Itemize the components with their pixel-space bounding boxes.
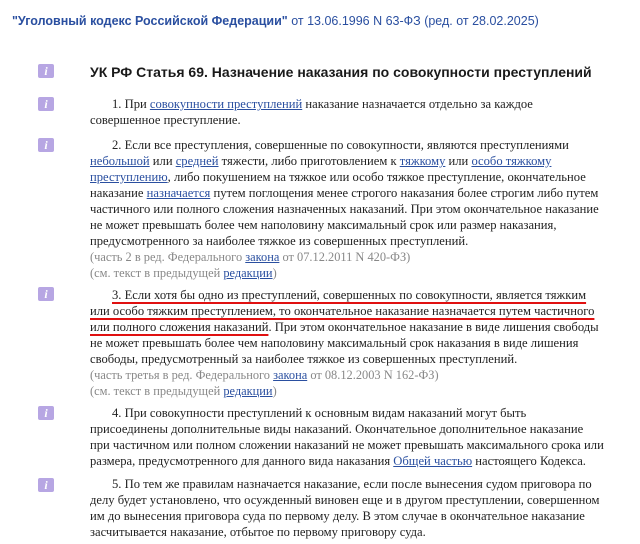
- previous-edition-note: (см. текст в предыдущей редакции): [90, 384, 277, 398]
- info-icon[interactable]: i: [38, 478, 54, 492]
- link-osobo-tyazhkomu[interactable]: особо тяжкому: [471, 154, 552, 168]
- document-title[interactable]: [12, 14, 632, 28]
- highlighted-text: или особо тяжким преступлением, то окончательное наказание назначается путем частичного: [90, 304, 595, 318]
- link-nebolshoy[interactable]: небольшой: [90, 154, 150, 168]
- info-icon[interactable]: i: [38, 97, 54, 111]
- article-part-1: 1. При совокупности преступлений наказание назначается отдельно за каждое совершенное преступление.: [90, 97, 533, 127]
- article-part-5: 5. По тем же правилам назначается наказание, если после вынесения судом приговора по делу будет установлено, что осужденный виновен еще и в другом преступлении, совершенном им до вынесения приговора суда по первому делу. В этом случае в окончательное наказание засчитывается наказание, отбытое по первому приговору суда.: [90, 477, 600, 539]
- article-part-2: 2. Если все преступления, совершенные по совокупности, являются преступлениями небольшой или средней тяжести, либо приготовлением к тяжкому или особо тяжкому преступлению, либо покушением на тяжкое или особо тяжкое преступление, окончательное наказание назначается путем поглощения менее строгого наказания более строгим либо путем частичного или полного сложения назначенных наказаний. При этом окончательное наказание не может превышать более чем наполовину максимальный срок или размер наказания, предусмотренного за наиболее тяжкое из совершенных преступлений. (часть 2 в ред. Федерального закона от 07.12.2011 N 420-ФЗ) (см. текст в предыдущей редакции): [90, 137, 630, 281]
- previous-edition-note: (см. текст в предыдущей редакции): [90, 266, 277, 280]
- link-naznachaetsya[interactable]: назначается: [146, 186, 211, 200]
- link-prestupleniyu[interactable]: преступлению: [90, 170, 168, 184]
- article-part-3: 3. Если хотя бы одно из преступлений, совершенных по совокупности, является тяжким или особо тяжким преступлением, то окончательное наказание назначается путем частичного или полного сложения наказаний. При этом окончательное наказание в виде лишения свободы не может превышать более чем наполовину максимальный срок наказания в виде лишения свободы, предусмотренный за наиболее тяжкое из совершенных преступлений. (часть третья в ред. Федерального закона от 08.12.2003 N 162-ФЗ) (см. текст в предыдущей редакции): [90, 287, 630, 399]
- document-source-details: от 13.06.1996 N 63-ФЗ (ред. от 28.02.2025): [287, 14, 539, 28]
- info-icon[interactable]: i: [38, 287, 54, 301]
- link-zakon[interactable]: закона: [273, 368, 308, 382]
- info-icon[interactable]: i: [38, 64, 54, 78]
- link-redaktsii[interactable]: редакции: [223, 266, 273, 280]
- link-zakon[interactable]: закона: [245, 250, 280, 264]
- edition-note: (часть 2 в ред. Федерального закона от 07.12.2011 N 420-ФЗ): [90, 250, 411, 264]
- article-heading: УК РФ Статья 69. Назначение наказания по совокупности преступлений: [90, 64, 592, 80]
- highlighted-text: 3. Если хотя бы одно из преступлений, совершенных по совокупности, является тяжким: [112, 288, 587, 302]
- info-icon[interactable]: i: [38, 138, 54, 152]
- link-redaktsii[interactable]: редакции: [223, 384, 273, 398]
- link-tyazhkomu[interactable]: тяжкому: [399, 154, 446, 168]
- edition-note: (часть третья в ред. Федерального закона от 08.12.2003 N 162-ФЗ): [90, 368, 439, 382]
- link-sovokupnost[interactable]: совокупности преступлений: [149, 97, 303, 111]
- highlighted-text: или полного сложения наказаний: [90, 320, 269, 334]
- info-icon[interactable]: i: [38, 406, 54, 420]
- article-part-4: 4. При совокупности преступлений к основным видам наказаний могут быть присоединены дополнительные виды наказаний. Окончательное дополнительное наказание при частичном или полном сложении наказаний не может превышать максимального срока или размера, предусмотренного для данного вида наказания Общей частью настоящего Кодекса.: [90, 406, 604, 468]
- document-source-title[interactable]: "Уголовный кодекс Российской Федерации": [12, 14, 288, 28]
- link-obshchey-chastyu[interactable]: Общей частью: [393, 454, 473, 468]
- link-sredney[interactable]: средней: [175, 154, 219, 168]
